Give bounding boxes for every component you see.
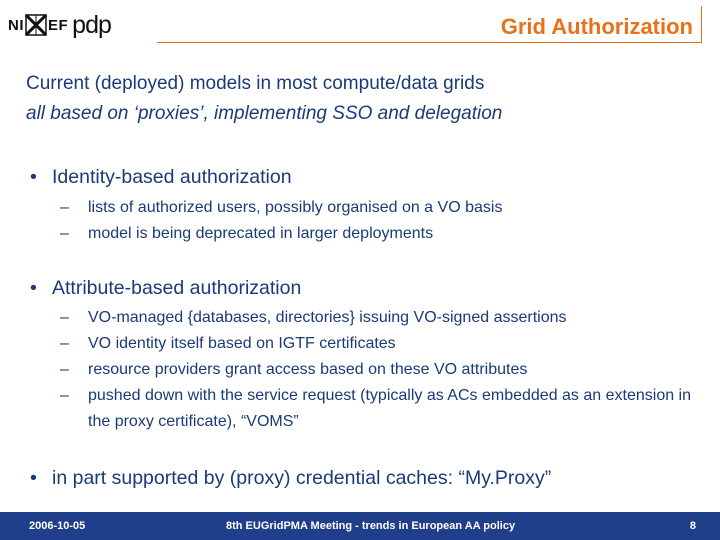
footer-event: 8th EUGridPMA Meeting - trends in European AA policy <box>226 520 516 532</box>
intro-line-1: Current (deployed) models in most compute/data grids <box>26 73 485 94</box>
slide-footer <box>0 512 720 540</box>
bullet-label: in part supported by (proxy) credential caches: “My.Proxy” <box>52 467 552 489</box>
sub-item: – model is being deprecated in larger deployments <box>60 225 434 242</box>
nikhef-mark-icon <box>25 14 47 36</box>
nikhef-logo: NI EF <box>8 14 68 36</box>
sub-item: – resource providers grant access based on these VO attributes <box>60 361 528 378</box>
sub-item: – pushed down with the service request (typically as ACs embedded as an extension in the proxy certificate), “VOMS” <box>60 387 692 430</box>
bullet-dot: • <box>30 166 37 188</box>
pdp-logo: pdp <box>72 10 111 39</box>
sub-item: – lists of authorized users, possibly organised on a VO basis <box>60 199 503 216</box>
sub-item: – VO-managed {databases, directories} issuing VO-signed assertions <box>60 309 567 326</box>
nikhef-pdp-logo <box>8 10 111 40</box>
header-rule-vertical <box>701 6 702 43</box>
footer-date: 2006-10-05 <box>29 520 86 532</box>
bullet-identity-based <box>30 166 292 189</box>
bullet-dot: • <box>30 467 37 489</box>
bullet-label: Attribute-based authorization <box>52 277 302 299</box>
sub-list-attribute <box>60 305 698 435</box>
bullet-label: Identity-based authorization <box>52 166 292 188</box>
intro-line-2: all based on ‘proxies’, implementing SSO and delegation <box>26 103 503 124</box>
bullet-credential-caches <box>30 467 551 490</box>
page-number: 8 <box>689 520 696 532</box>
intro-text <box>26 69 502 129</box>
header-rule <box>157 42 702 43</box>
bullet-attribute-based <box>30 277 301 300</box>
slide-title: Grid Authorization <box>500 14 693 39</box>
bullet-dot: • <box>30 277 37 299</box>
sub-item: – VO identity itself based on IGTF certificates <box>60 335 396 352</box>
sub-list-identity <box>60 195 502 247</box>
